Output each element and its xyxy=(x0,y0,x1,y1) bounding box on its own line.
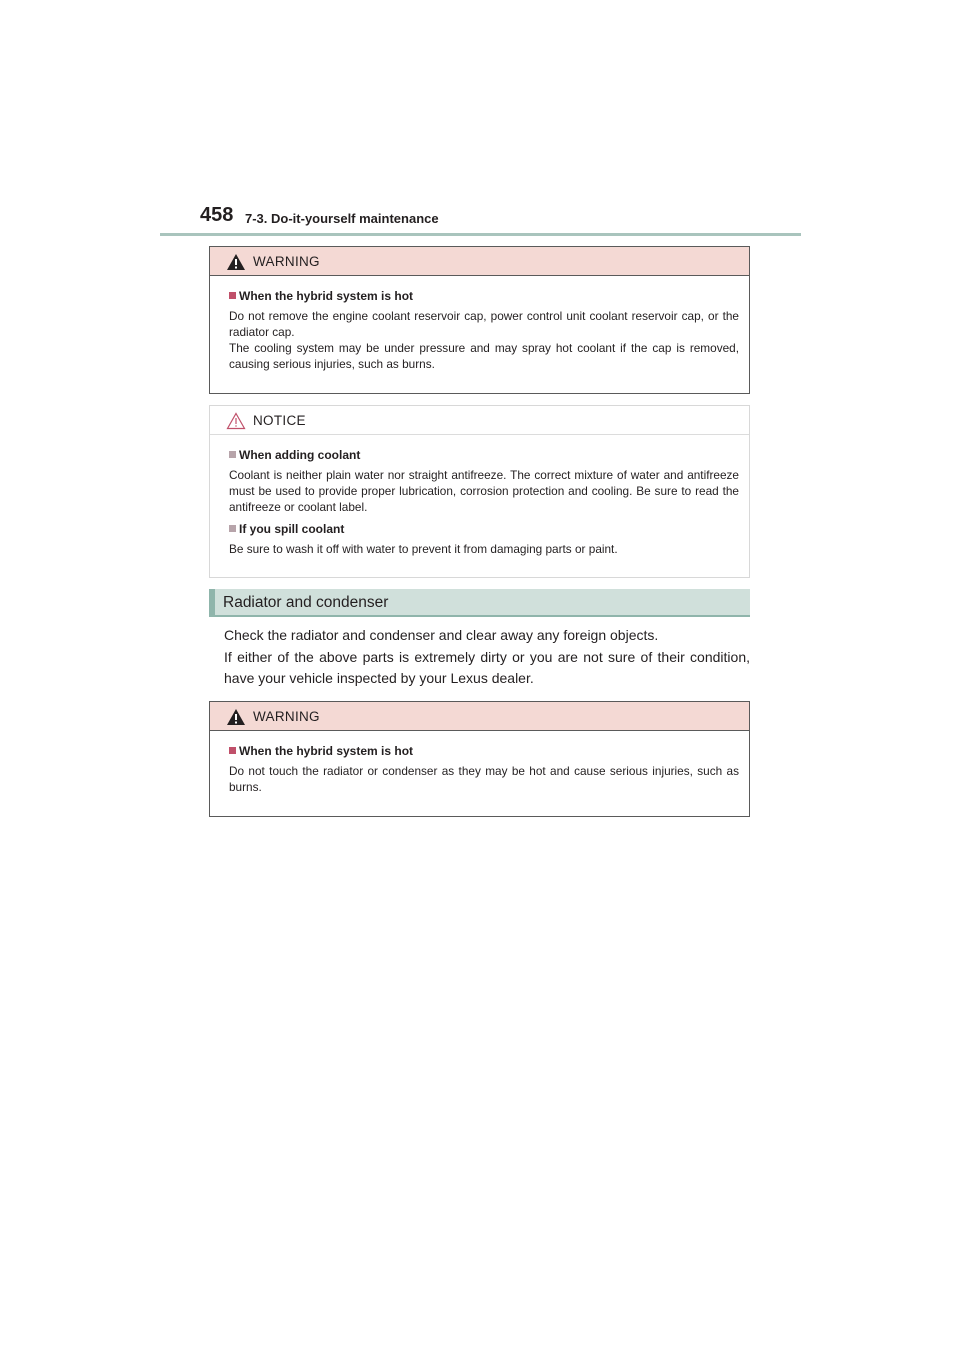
page-number: 458 xyxy=(200,204,234,226)
notice-item-title: When adding coolant xyxy=(239,448,361,462)
body-paragraph: Check the radiator and condenser and clear away any foreign objects. xyxy=(224,627,659,643)
notice-item-title: If you spill coolant xyxy=(239,522,345,536)
square-bullet-icon xyxy=(229,525,236,532)
section-heading-label: Radiator and condenser xyxy=(223,594,389,611)
notice-body xyxy=(210,435,749,567)
warning-box-radiator-hot xyxy=(209,701,750,817)
warning-label: WARNING xyxy=(253,709,320,724)
notice-header xyxy=(210,406,749,435)
radiator-body-text xyxy=(224,625,750,690)
warning-header xyxy=(210,247,749,276)
warning-body xyxy=(210,731,749,805)
notice-item-text: Coolant is neither plain water nor straight antifreeze. The correct mixture of water and antifreeze must be used to provide proper lubrication, corrosion protection and cooling. Be sure to read the antifreeze or coolant label. xyxy=(229,468,739,514)
warning-item xyxy=(229,743,739,795)
notice-label: NOTICE xyxy=(253,413,306,428)
page-header xyxy=(160,200,801,236)
warning-item-text: Do not remove the engine coolant reservoir cap, power control unit coolant reservoir cap, or the radiator cap. xyxy=(229,309,739,339)
warning-item-title: When the hybrid system is hot xyxy=(239,289,414,303)
notice-item xyxy=(229,521,739,557)
square-bullet-icon xyxy=(229,451,236,458)
warning-item xyxy=(229,288,739,372)
section-heading-radiator xyxy=(209,589,750,617)
header-rule xyxy=(160,233,801,236)
caution-triangle-icon xyxy=(226,412,246,430)
notice-item xyxy=(229,447,739,515)
warning-box-hybrid-hot xyxy=(209,246,750,394)
square-bullet-icon xyxy=(229,747,236,754)
warning-item-text: The cooling system may be under pressure and may spray hot coolant if the cap is removed, causing serious injuries, such as burns. xyxy=(229,341,739,371)
warning-label: WARNING xyxy=(253,254,320,269)
square-bullet-icon xyxy=(229,292,236,299)
section-title: 7-3. Do-it-yourself maintenance xyxy=(245,211,439,226)
warning-triangle-icon xyxy=(226,253,246,271)
notice-item-text: Be sure to wash it off with water to prevent it from damaging parts or paint. xyxy=(229,542,618,556)
warning-triangle-icon xyxy=(226,708,246,726)
warning-item-text: Do not touch the radiator or condenser as they may be hot and cause serious injuries, such as burns. xyxy=(229,764,739,794)
warning-item-title: When the hybrid system is hot xyxy=(239,744,414,758)
body-paragraph: If either of the above parts is extremely dirty or you are not sure of their condition, have your vehicle inspected by your Lexus dealer. xyxy=(224,648,750,686)
warning-header xyxy=(210,702,749,731)
notice-box-coolant xyxy=(209,405,750,578)
warning-body xyxy=(210,276,749,382)
